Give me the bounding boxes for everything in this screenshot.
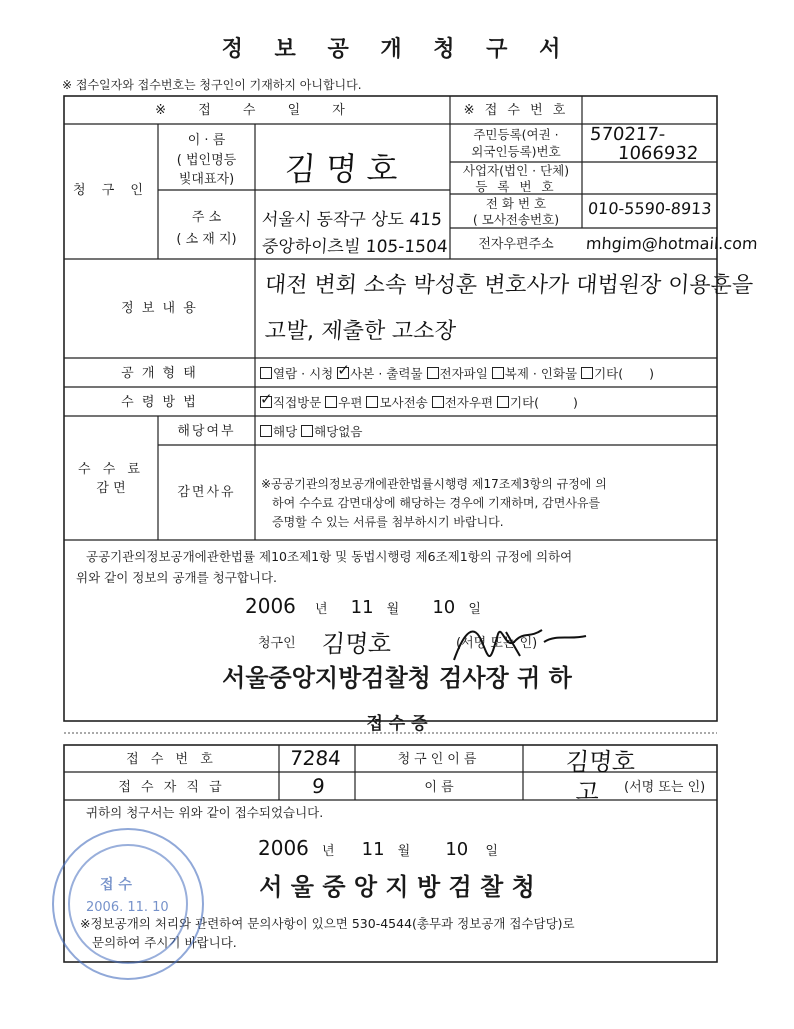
address-label-2: ( 소 재 지) [176, 232, 237, 247]
option-email: 전자우편 [444, 395, 494, 410]
reduction-reason-label: 감면사유 [177, 485, 236, 500]
receipt-number-label: ※ 접 수 번 호 [463, 103, 569, 118]
rrn-label-2: 외국인등록)번호 [471, 144, 561, 159]
declaration-line-1: 공공기관의정보공개에관한법률 제10조제1항 및 동법시행령 제6조제1항의 규정에 의하여 [86, 549, 573, 564]
phone-label: 전 화 번 호 [485, 196, 547, 211]
sign-or-seal-label: (서명 또는 인) [456, 636, 538, 651]
receipt-year-unit: 년 [322, 844, 335, 859]
option-view: 열람 · 시청 [273, 366, 334, 381]
option-mail: 우편 [338, 395, 363, 410]
receiver-sign-label: (서명 또는 인) [624, 780, 706, 795]
receipt-applicant-name-label: 청구인이름 [397, 752, 481, 767]
receipt-notice: ※ 접수일자와 접수번호는 청구인이 기재하지 아니합니다. [62, 78, 362, 92]
receipt-confirmation: 귀하의 청구서는 위와 같이 접수되었습니다. [86, 805, 324, 820]
name-label: 이 · 름 [187, 133, 226, 148]
fee-label: 수 수 료 [78, 462, 144, 477]
receiver-name-value: 고 [574, 778, 600, 806]
receipt-year: 2006 [258, 836, 309, 860]
checkbox-method-other[interactable] [497, 396, 509, 408]
checkbox-reproduction[interactable] [492, 367, 504, 379]
option-electronic-file: 전자파일 [439, 366, 488, 381]
name-label-corp: ( 법인명등 [176, 153, 237, 168]
address-label: 주 소 [191, 210, 222, 225]
receipt-title: 접 수 증 [366, 714, 428, 734]
reduction-reason-line-2: 하여 수수료 감면대상에 해당하는 경우에 기재하며, 감면사유를 [272, 496, 601, 510]
biz-reg-label-2: 등 록 번 호 [475, 179, 557, 194]
applicable-label: 해당여부 [177, 424, 236, 439]
declaration-line-2: 위와 같이 정보의 공개를 청구합니다. [76, 570, 277, 585]
receipt-number-label: 접 수 번 호 [126, 752, 217, 767]
receiver-rank-value: 9 [311, 774, 326, 798]
declaration-month: 11 [350, 597, 374, 618]
rrn-value-2: 1066932 [617, 143, 699, 164]
checkbox-electronic-file[interactable] [427, 367, 439, 379]
fee-reduction-label: 감 면 [96, 481, 126, 496]
receive-method-label: 수 령 방 법 [121, 395, 198, 410]
biz-reg-label: 사업자(법인 · 단체) [462, 163, 570, 178]
option-fax: 모사전송 [379, 395, 428, 410]
receiver-rank-label: 접 수 자 직 급 [118, 780, 225, 795]
receipt-number-value: 7284 [289, 746, 342, 770]
checkbox-other[interactable] [581, 367, 593, 379]
disclosure-type-label: 공 개 형 태 [121, 366, 198, 381]
stamp-date-text: 2006. 11. 10 [86, 900, 169, 915]
checkbox-view[interactable] [260, 367, 272, 379]
option-reproduction: 복제 · 인화물 [504, 366, 578, 381]
info-content-label: 정 보 내 용 [121, 301, 198, 316]
checkbox-mail[interactable] [325, 396, 337, 408]
option-other-close: ) [649, 366, 654, 381]
receipt-applicant-name-value: 김명호 [564, 748, 637, 776]
disclosure-type-options [260, 361, 654, 381]
receive-method-options [260, 390, 578, 410]
document-title: 정 보 공 개 청 구 서 [221, 36, 573, 62]
receipt-month-unit: 월 [397, 844, 411, 859]
declaration-day: 10 [432, 597, 456, 618]
receipt-date [258, 836, 498, 860]
rrn-value-1: 570217- [589, 124, 666, 145]
address-value-1: 서울시 동작구 상도 415 [261, 210, 443, 230]
option-applicable: 해당 [273, 424, 298, 439]
option-visit: 직접방문 [273, 395, 322, 410]
applicant-name-handwritten: 김 명 호 [283, 150, 400, 188]
applicant-sign-label: 청구인 [258, 636, 296, 651]
name-label-rep: 빛대표자) [178, 172, 235, 187]
checkbox-email[interactable] [432, 396, 444, 408]
contact-note-line-1: ※정보공개의 처리와 관련하여 문의사항이 있으면 530-4544(총무과 정보공개 접수담당)로 [80, 916, 575, 931]
checkbox-applicable[interactable] [260, 425, 272, 437]
receipt-date-label: ※ 접 수 일 자 [155, 103, 359, 118]
applicant-sign-name: 김명호 [320, 630, 393, 658]
option-copy: 사본 · 출력물 [350, 366, 423, 381]
option-not-applicable: 해당없음 [314, 424, 363, 439]
day-unit: 일 [468, 602, 481, 617]
email-label: 전자우편주소 [478, 237, 554, 252]
stamp-center-text: 접 수 [100, 877, 132, 893]
declaration-year: 2006 [245, 594, 296, 618]
reduction-reason-line-3: 증명할 수 있는 서류를 첨부하시기 바랍니다. [272, 515, 504, 529]
receipt-day: 10 [445, 839, 469, 860]
issuing-office: 서 울 중 앙 지 방 검 찰 청 [259, 872, 535, 901]
checkbox-copy[interactable]: ✓ [337, 361, 350, 379]
receipt-day-unit: 일 [485, 844, 498, 859]
checkbox-fax[interactable] [366, 396, 378, 408]
addressee: 서울중앙지방검찰청 검사장 귀 하 [222, 663, 572, 692]
rrn-label: 주민등록(여권 · [473, 127, 559, 142]
reduction-reason-line-1: ※공공기관의정보공개에관한법률시행령 제17조제3항의 규정에 의 [261, 477, 607, 491]
fax-label: ( 모사전송번호) [472, 212, 560, 227]
option-method-other: 기타( [510, 395, 540, 410]
phone-value: 010-5590-8913 [587, 199, 713, 218]
receipt-date-stamp [52, 828, 204, 980]
applicable-options [260, 424, 362, 439]
receiver-name-label: 이 름 [424, 780, 454, 795]
info-content-line-2: 고발, 제출한 고소장 [263, 319, 457, 344]
info-content-line-1: 대전 변회 소속 박성훈 변호사가 대법원장 이용훈을 [263, 273, 754, 298]
address-value-2: 중앙하이츠빌 105-1504 [261, 237, 449, 257]
email-value: mhgim@hotmail.com [585, 234, 759, 253]
checkbox-not-applicable[interactable] [301, 425, 313, 437]
receipt-month: 11 [361, 839, 385, 860]
option-other: 기타( [594, 366, 624, 381]
applicant-section-label: 청 구 인 [73, 183, 149, 198]
month-unit: 월 [386, 602, 400, 617]
checkbox-visit[interactable]: ✓ [260, 390, 273, 408]
year-unit: 년 [315, 602, 328, 617]
option-method-other-close: ) [573, 395, 578, 410]
contact-note-line-2: 문의하여 주시기 바랍니다. [92, 935, 237, 950]
